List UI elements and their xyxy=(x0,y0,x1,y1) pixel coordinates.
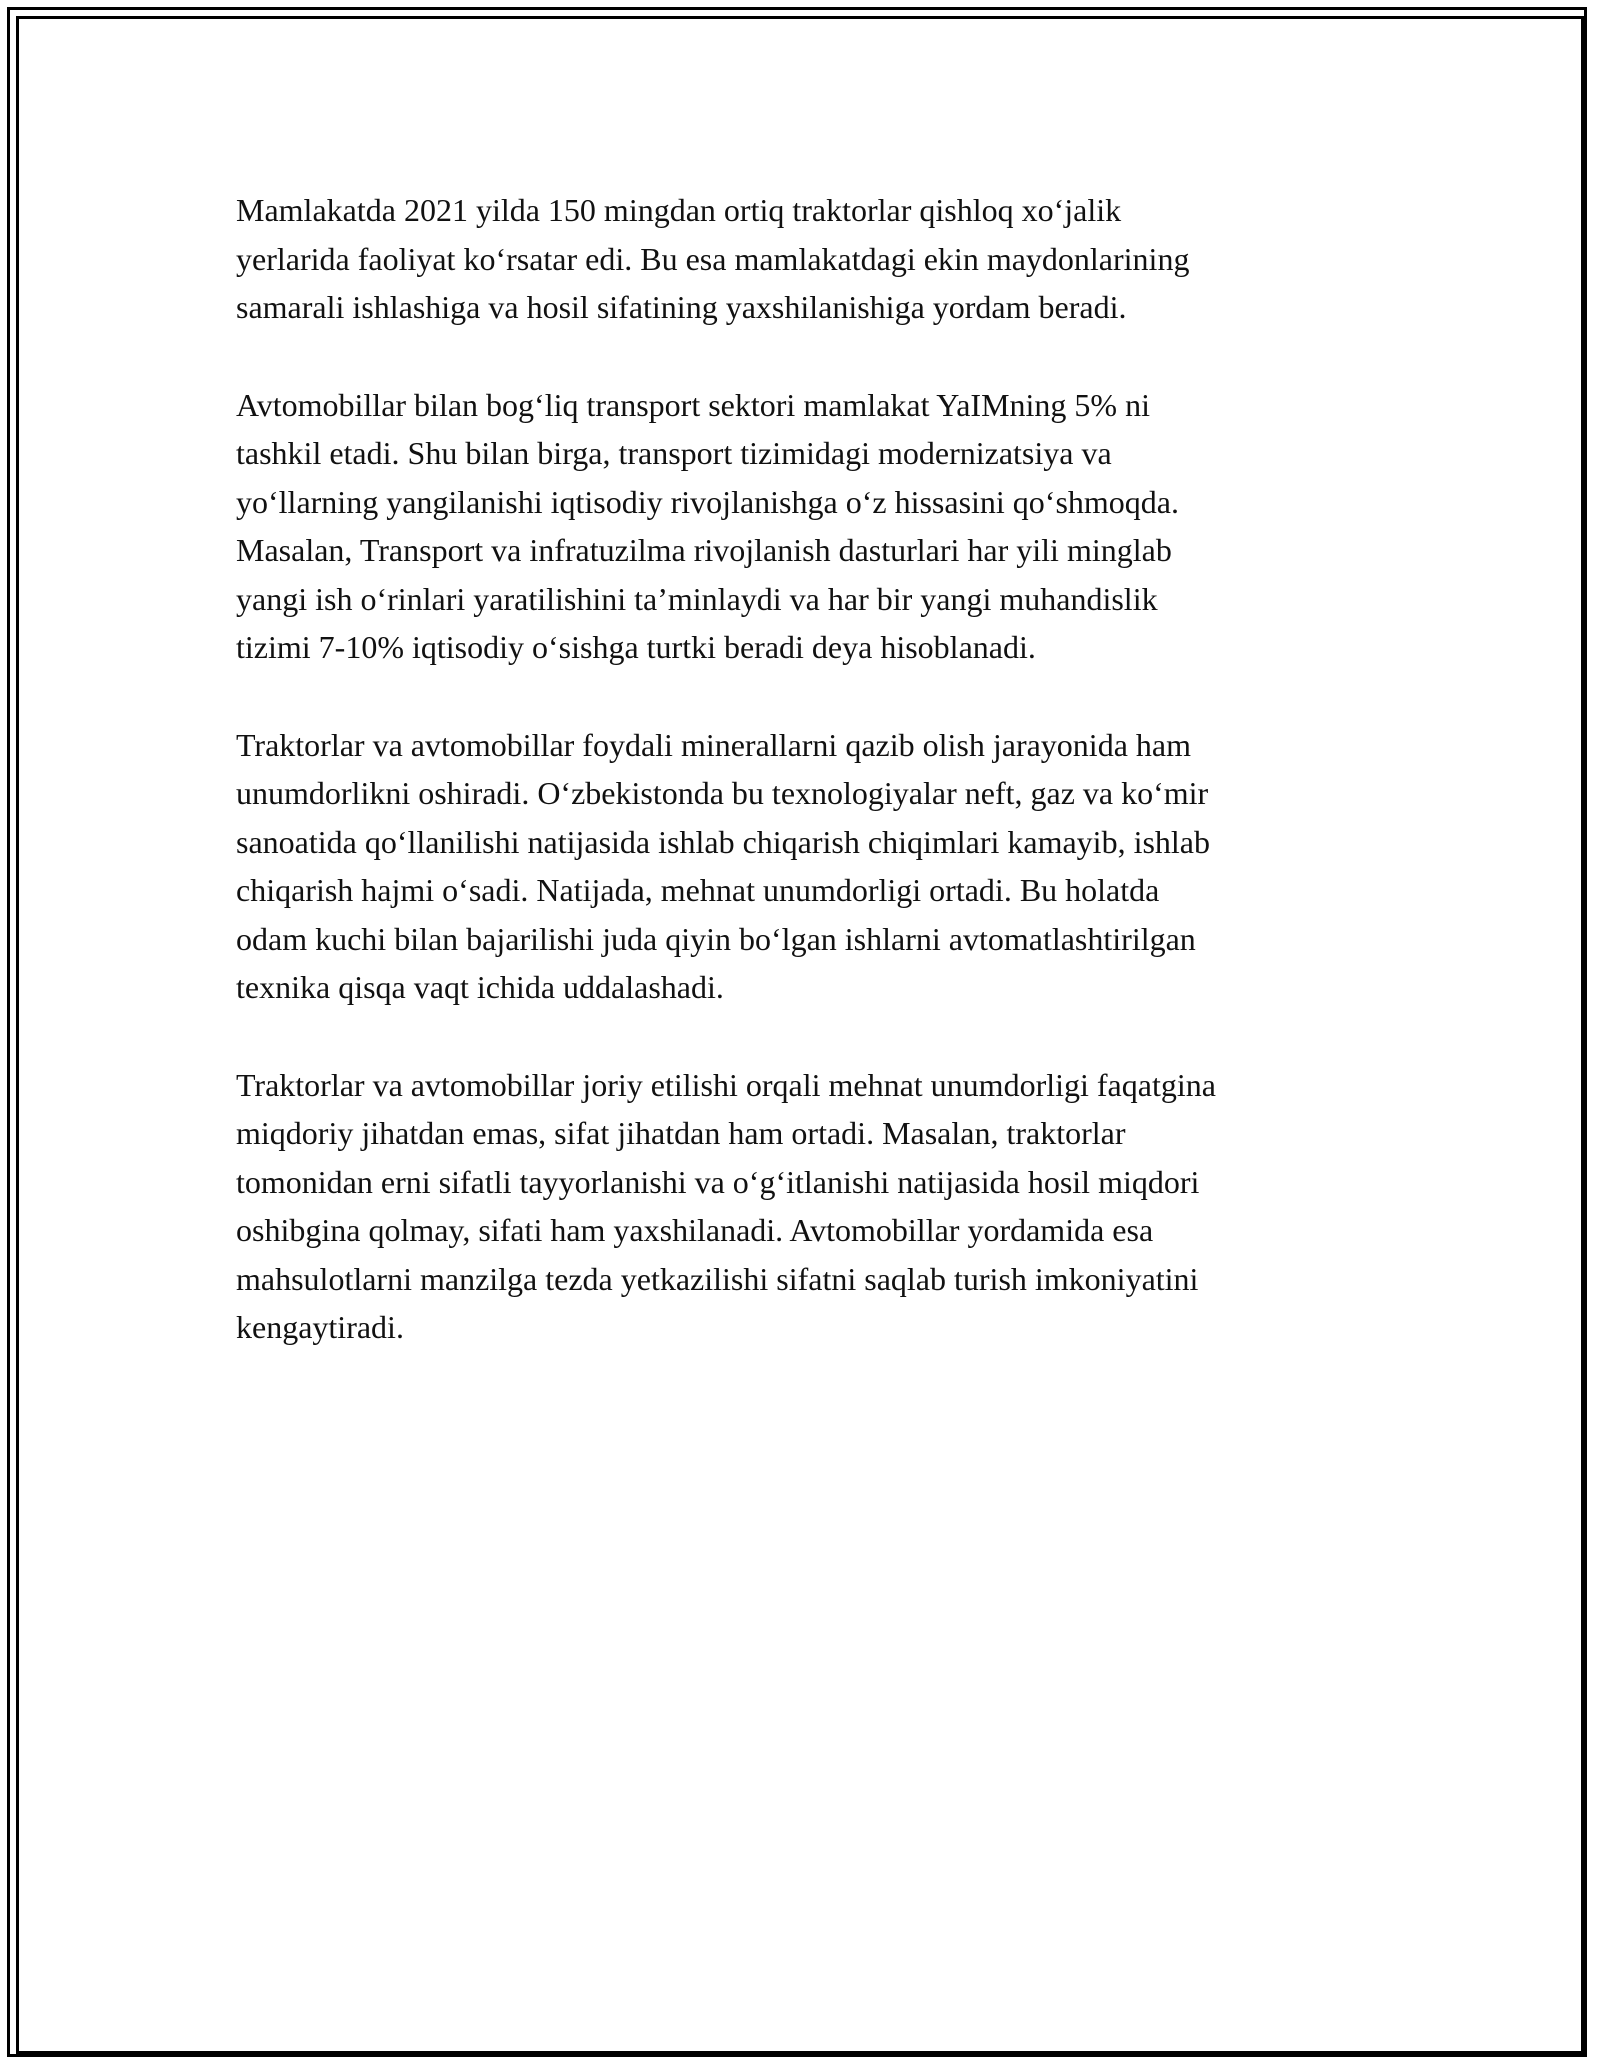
paragraph-transport-sector: Avtomobillar bilan bog‘liq transport sektori mamlakat YaIMning 5% ni tashkil etadi. Shu bilan birga, transport tizimidagi modernizatsiya va yo‘llarning yangilanishi iqtisodiy rivojlanishga o‘z hissasini qo‘shmoqda. Masalan, Transport va infratuzilma rivojlanish dasturlari har yili minglab yangi ish o‘rinlari yaratilishini ta’minlaydi va har bir yangi muhandislik tizimi 7-10% iqtisodiy o‘sishga turtki beradi deya hisoblanadi. xyxy=(236,386,1179,665)
paragraph-tractors-agriculture: Mamlakatda 2021 yilda 150 mingdan ortiq traktorlar qishloq xo‘jalik yerlarida faoliyat ko‘rsatar edi. Bu esa mamlakatdagi ekin maydonlarining samarali ishlashiga va hosil sifatining yaxshilanishiga yordam beradi. xyxy=(236,192,1190,325)
paragraph-mining-productivity: Traktorlar va avtomobillar foydali minerallarni qazib olish jarayonida ham unumdorlikni oshiradi. O‘zbekistonda bu texnologiyalar neft, gaz va ko‘mir sanoatida qo‘llanilishi natijasida ishlab chiqarish chiqimlari kamayib, ishlab chiqarish hajmi o‘sadi. Natijada, mehnat unumdorligi ortadi. Bu holatda odam kuchi bilan bajarilishi juda qiyin bo‘lgan ishlarni avtomatlashtirilgan texnika qisqa vaqt ichida uddalashadi. xyxy=(236,726,1210,1005)
paragraph-quality-productivity: Traktorlar va avtomobillar joriy etilishi orqali mehnat unumdorligi faqatgina miqdoriy jihatdan emas, sifat jihatdan ham ortadi. Masalan, traktorlar tomonidan erni sifatli tayyorlanishi va o‘g‘itlanishi natijasida hosil miqdori oshibgina qolmay, sifati ham yaxshilanadi. Avtomobillar yordamida esa mahsulotlarni manzilga tezda yetkazilishi sifatni saqlab turish imkoniyatini kengaytiradi. xyxy=(236,1066,1216,1345)
document-body xyxy=(236,186,1386,1401)
